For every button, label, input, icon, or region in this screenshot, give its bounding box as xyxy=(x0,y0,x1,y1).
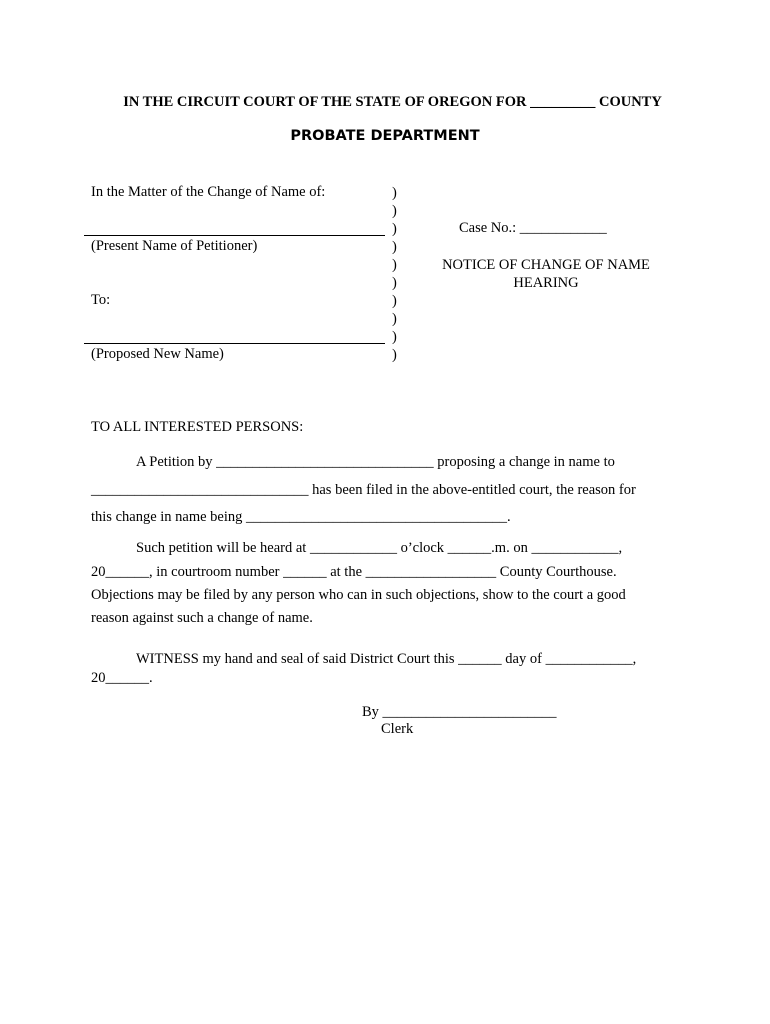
matter-label: In the Matter of the Change of Name of: xyxy=(91,184,326,200)
petition-line-2: ______________________________ has been filed in the above-entitled court, the reason for xyxy=(91,482,636,498)
present-name-label: (Present Name of Petitioner) xyxy=(91,238,258,254)
paren: ) xyxy=(392,257,397,273)
petition-line-1: A Petition by ______________________________ proposing a change in name to xyxy=(136,454,615,470)
paren: ) xyxy=(392,311,397,327)
witness-line-1: WITNESS my hand and seal of said District Court this ______ day of ____________, xyxy=(136,651,637,667)
witness-line-2: 20______. xyxy=(91,670,153,686)
paren: ) xyxy=(392,329,397,345)
paren: ) xyxy=(392,203,397,219)
paren: ) xyxy=(392,185,397,201)
proposed-name-label: (Proposed New Name) xyxy=(91,346,224,362)
to-label: To: xyxy=(91,292,111,308)
department-title: PROBATE DEPARTMENT xyxy=(290,128,480,144)
court-heading: IN THE CIRCUIT COURT OF THE STATE OF OREGON FOR _________ COUNTY xyxy=(123,94,662,110)
caption-parentheses xyxy=(392,184,397,364)
petition-line-3: this change in name being ____________________________________. xyxy=(91,509,511,525)
hearing-line-4: reason against such a change of name. xyxy=(91,610,313,626)
paren: ) xyxy=(392,275,397,291)
hearing-line-1: Such petition will be heard at ____________ o’clock ______.m. on ____________, xyxy=(136,540,623,556)
notice-title-line-2: HEARING xyxy=(513,275,579,291)
clerk-label: Clerk xyxy=(381,721,414,737)
signature-by-line[interactable]: By ________________________ xyxy=(362,704,557,720)
paren: ) xyxy=(392,347,397,363)
case-number: Case No.: ____________ xyxy=(459,220,607,236)
paren: ) xyxy=(392,239,397,255)
hearing-line-3: Objections may be filed by any person who can in such objections, show to the court a good xyxy=(91,587,626,603)
salutation: TO ALL INTERESTED PERSONS: xyxy=(91,419,304,435)
proposed-name-line[interactable] xyxy=(84,343,385,344)
present-name-line[interactable] xyxy=(84,235,385,236)
hearing-line-2: 20______, in courtroom number ______ at the __________________ County Courthouse. xyxy=(91,564,617,580)
paren: ) xyxy=(392,293,397,309)
paren: ) xyxy=(392,221,397,237)
notice-title-line-1: NOTICE OF CHANGE OF NAME xyxy=(442,257,650,273)
